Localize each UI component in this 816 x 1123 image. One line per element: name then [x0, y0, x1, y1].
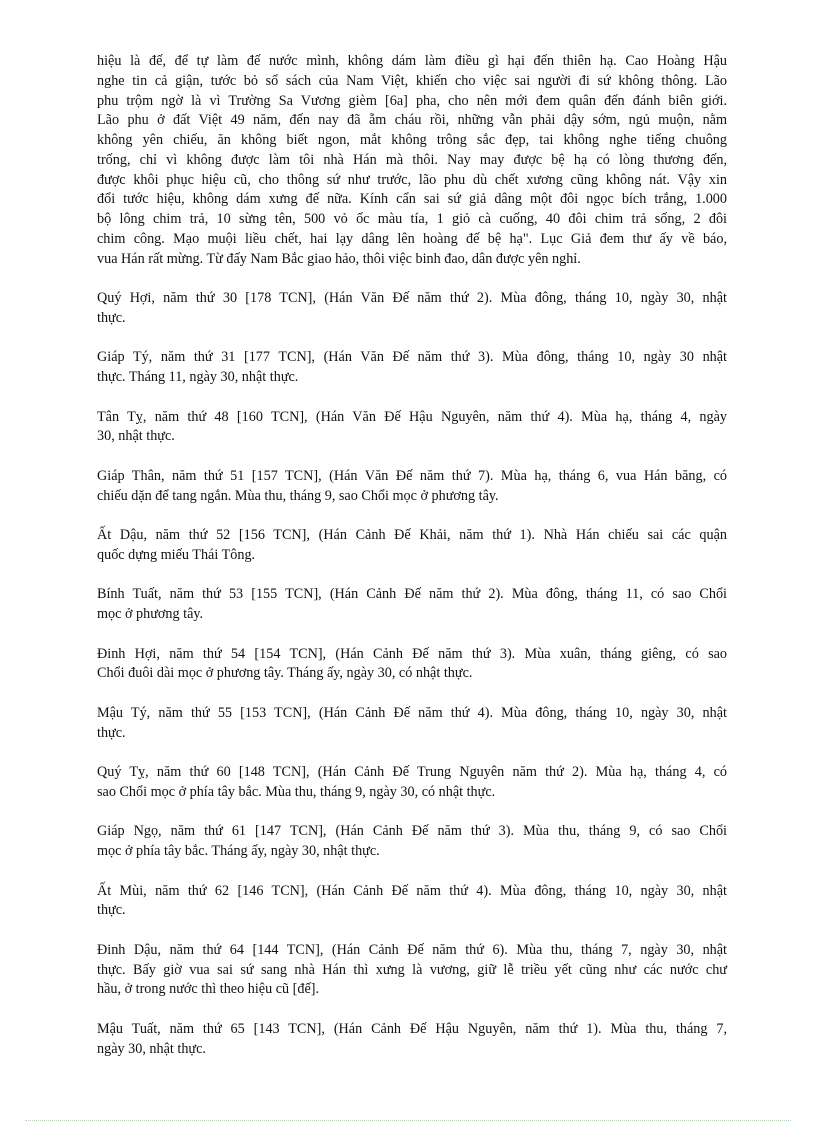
text-line: Tân Tỵ, năm thứ 48 [160 TCN], (Hán Văn Đế Hậu Nguyên, năm thứ 4). Mùa hạ, tháng 4, ngày	[97, 408, 727, 425]
paragraph	[97, 408, 727, 448]
paragraph	[97, 467, 727, 507]
text-line: ngày 30, nhật thực.	[97, 1040, 206, 1057]
paragraph	[97, 585, 727, 625]
text-line: hiệu là đế, để tự làm đế nước mình, không dám làm điều gì hại đến thiên hạ. Cao Hoàng Hậu	[97, 53, 727, 69]
paragraph	[97, 526, 727, 566]
paragraph	[97, 882, 727, 922]
text-line: Giáp Thân, năm thứ 51 [157 TCN], (Hán Văn Đế năm thứ 7). Mùa hạ, tháng 6, vua Hán băng, có	[97, 467, 727, 484]
text-line: bộ lông chim trả, 10 sừng tên, 500 vỏ ốc màu tía, 1 giỏ cà cuống, 40 đôi chim trả sống, 2 đôi	[97, 211, 727, 227]
text-line: được khôi phục hiệu cũ, cho thông sứ như trước, lão phu dù chết xương cũng không nát. Vậy xin	[97, 171, 727, 188]
paragraph	[97, 645, 727, 685]
paragraph	[97, 289, 727, 329]
text-line: Giáp Ngọ, năm thứ 61 [147 TCN], (Hán Cảnh Đế năm thứ 3). Mùa thu, tháng 9, có sao Chổi	[97, 823, 727, 840]
text-line: Bính Tuất, năm thứ 53 [155 TCN], (Hán Cảnh Đế năm thứ 2). Mùa đông, tháng 11, có sao Chổi	[97, 586, 727, 603]
text-line: mọc ở phía tây bắc. Tháng ấy, ngày 30, nhật thực.	[97, 843, 380, 859]
text-line: Giáp Tý, năm thứ 31 [177 TCN], (Hán Văn Đế năm thứ 3). Mùa đông, tháng 10, ngày 30 nhật	[97, 349, 727, 366]
paragraph	[97, 704, 727, 744]
text-line: Quý Tỵ, năm thứ 60 [148 TCN], (Hán Cảnh Đế Trung Nguyên năm thứ 2). Mùa hạ, tháng 4, có	[97, 764, 727, 780]
text-line: hầu, ở trong nước thì theo hiệu cũ [đế].	[97, 981, 320, 998]
text-line: đổi tước hiệu, không dám xưng đế nữa. Kính cẩn sai sứ giả dâng một đôi ngọc bích trắng, 1.000	[97, 191, 727, 208]
text-line: Ất Mùi, năm thứ 62 [146 TCN], (Hán Cảnh Đế năm thứ 4). Mùa đông, tháng 10, ngày 30, nhật	[97, 882, 727, 899]
text-line: thực.	[97, 724, 126, 741]
text-line: phu trộm ngờ là vì Trường Sa Vương gièm [6a] pha, cho nên mới đem quân đến đánh biên giới.	[97, 92, 727, 109]
text-line: thực. Bấy giờ vua sai sứ sang nhà Hán thì xưng là vương, giữ lễ triều yết cũng như các nước chư	[97, 961, 727, 978]
paragraph	[97, 1020, 727, 1060]
text-line: không yên chiếu, ăn không biết ngon, mắt không trông sắc đẹp, tai không nghe tiếng chuông	[97, 132, 727, 148]
text-line: quốc dựng miếu Thái Tông.	[97, 546, 256, 563]
text-line: chim công. Mạo muội liều chết, hai lạy dâng lên hoàng đế bệ hạ". Lục Giả đem thư ấy về báo,	[97, 230, 727, 247]
text-line: thực.	[97, 902, 126, 919]
text-line: Ất Dậu, năm thứ 52 [156 TCN], (Hán Cảnh Đế Khải, năm thứ 1). Nhà Hán chiếu sai các quận	[97, 527, 727, 543]
paragraph	[97, 822, 727, 862]
text-line: vua Hán rất mừng. Từ đấy Nam Bắc giao hảo, thôi việc binh đao, dân được yên nghỉ.	[97, 250, 581, 267]
text-line: mọc ở phương tây.	[97, 606, 204, 622]
text-line: chiếu dặn để tang ngắn. Mùa thu, tháng 9, sao Chổi mọc ở phương tây.	[97, 487, 499, 504]
text-line: nghe tin cả giận, tước bỏ sổ sách của Nam Việt, khiến cho việc sai người đi sứ không thông. Lão	[97, 72, 727, 89]
paragraph	[97, 348, 727, 388]
text-line: Mậu Tuất, năm thứ 65 [143 TCN], (Hán Cảnh Đế Hậu Nguyên, năm thứ 1). Mùa thu, tháng 7,	[97, 1020, 727, 1037]
paragraph	[97, 941, 727, 1000]
text-line: Đinh Hợi, năm thứ 54 [154 TCN], (Hán Cảnh Đế năm thứ 3). Mùa xuân, tháng giêng, có sao	[97, 645, 727, 662]
text-line: thực.	[97, 309, 126, 326]
paragraph	[97, 763, 727, 803]
text-line: Lão phu ở đất Việt 49 năm, đến nay đã ẵm cháu rồi, những vẫn phải dậy sớm, ngủ muộn, nằm	[97, 112, 727, 129]
text-line: trống, chỉ vì không được làm tôi nhà Hán mà thôi. Nay may được bệ hạ có lòng thương đến,	[97, 151, 727, 168]
page-bottom-rule	[25, 1120, 791, 1121]
text-line: Đinh Dậu, năm thứ 64 [144 TCN], (Hán Cảnh Đế năm thứ 6). Mùa thu, tháng 7, ngày 30, nhật	[97, 941, 727, 958]
text-line: thực. Tháng 11, ngày 30, nhật thực.	[97, 369, 299, 385]
text-line: Quý Hợi, năm thứ 30 [178 TCN], (Hán Văn Đế năm thứ 2). Mùa đông, tháng 10, ngày 30, nhật	[97, 290, 727, 306]
text-line: Chổi đuôi dài mọc ở phương tây. Tháng ấy, ngày 30, có nhật thực.	[97, 665, 473, 682]
text-line: sao Chổi mọc ở phía tây bắc. Mùa thu, tháng 9, ngày 30, có nhật thực.	[97, 783, 496, 800]
text-line: Mậu Tý, năm thứ 55 [153 TCN], (Hán Cảnh Đế năm thứ 4). Mùa đông, tháng 10, ngày 30, nhật	[97, 704, 727, 721]
document-page	[97, 52, 727, 1079]
text-line: 30, nhật thực.	[97, 428, 175, 445]
paragraph	[97, 52, 727, 269]
